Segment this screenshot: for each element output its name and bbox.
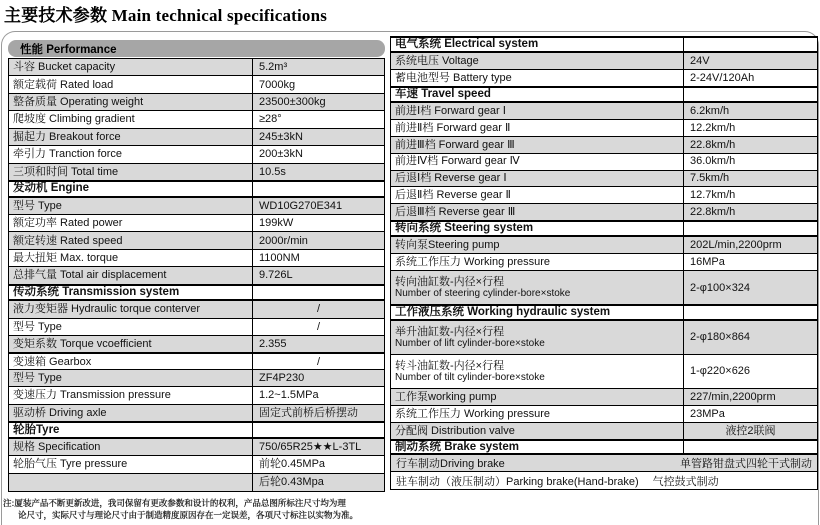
table-row [391, 103, 817, 120]
row-label: 后退Ⅰ档 Reverse gear Ⅰ [391, 171, 684, 187]
table-row [391, 472, 817, 489]
table-row [391, 237, 817, 254]
row-value: 2000r/min [259, 234, 308, 247]
row-value: 前轮0.45MPa [259, 458, 326, 471]
row-label [9, 474, 253, 491]
row-label: 蓄电池型号 Battery type [391, 70, 684, 86]
row-value: 气控鼓式制动 [652, 475, 719, 488]
table-row [9, 94, 384, 111]
row-label: 额定载荷 Rated load [9, 76, 253, 92]
row-value: 22.8km/h [690, 206, 736, 219]
section-title: 工作液压系统 Working hydraulic system [391, 306, 684, 319]
table-row [9, 405, 384, 422]
section-header-row [391, 36, 817, 53]
left-column [8, 40, 385, 492]
row-label: 液力变矩器 Hydraulic torque conterver [9, 301, 253, 317]
row-label: 额定功率 Rated power [9, 215, 253, 231]
footnote [3, 497, 405, 522]
row-value: 2-φ100×324 [690, 281, 751, 294]
row-label: 变速箱 Gearbox [9, 354, 253, 368]
row-label: 工作泵working pump [391, 389, 684, 405]
row-label: 爬坡度 Climbing gradient [9, 111, 253, 127]
row-value: 后轮0.43Mpa [259, 476, 324, 489]
table-row [391, 389, 817, 406]
section-header-row [391, 304, 817, 321]
row-label: 三项和时间 Total time [9, 164, 253, 180]
row-value: 2-φ180×864 [690, 331, 751, 344]
row-label [391, 271, 684, 304]
row-value: 9.726L [259, 269, 293, 282]
empty-cell [253, 286, 384, 299]
row-value: 12.2km/h [690, 121, 736, 134]
empty-cell [684, 306, 817, 319]
table-row [9, 129, 384, 146]
row-value: WD10G270E341 [259, 199, 343, 212]
section-header-row [391, 86, 817, 103]
performance-section-pill: 性能 Performance [8, 40, 385, 57]
section-title: 轮胎Tyre [9, 423, 253, 436]
row-label: 驱动桥 Driving axle [9, 405, 253, 421]
row-value: 5.2m³ [259, 61, 288, 74]
row-value: 固定式前桥后桥摆动 [259, 406, 358, 419]
row-value: 6.2km/h [690, 104, 730, 117]
right-column [390, 36, 818, 490]
row-label-line-1: 转斗油缸数-内径×行程 [395, 359, 505, 372]
row-label: 前进Ⅲ档 Forward gear Ⅲ [391, 137, 684, 153]
row-label: 前进Ⅱ档 Forward gear Ⅱ [391, 120, 684, 136]
section-header-row [9, 180, 384, 197]
row-label: 系统工作压力 Working pressure [391, 254, 684, 270]
row-value: 10.5s [259, 165, 286, 178]
table-row [9, 215, 384, 232]
table-row [9, 267, 384, 284]
table-row [9, 352, 384, 369]
row-value: 227/min,2200prm [690, 390, 776, 403]
row-label: 最大扭矩 Max. torque [9, 250, 253, 266]
section-header-row [391, 220, 817, 237]
section-header-row [391, 439, 817, 456]
row-value: 23500±300kg [259, 96, 326, 109]
table-row [9, 319, 384, 336]
empty-cell [684, 222, 817, 235]
row-value: 7.5km/h [690, 172, 730, 185]
row-value: 23MPa [690, 407, 725, 420]
row-value: 1.2~1.5MPa [259, 389, 319, 402]
table-row [9, 439, 384, 456]
row-value: 16MPa [690, 256, 725, 269]
table-row [391, 321, 817, 355]
row-value: 2.355 [259, 338, 287, 351]
row-value: 199kW [259, 217, 294, 230]
empty-cell [684, 88, 817, 101]
row-label: 分配阀 Distribution valve [391, 423, 684, 439]
row-label: 斗容 Bucket capacity [9, 59, 253, 75]
row-value: 1100NM [259, 251, 300, 264]
row-label-line-2: Number of steering cylinder-bore×stoke [395, 288, 571, 300]
row-label: 型号 Type [9, 370, 253, 386]
row-value: 200±3kN [259, 148, 303, 161]
row-label-line-1: 转向油缸数-内径×行程 [395, 276, 505, 289]
systems-table [390, 36, 818, 490]
row-label [391, 355, 684, 388]
table-row [391, 154, 817, 171]
row-label: 型号 Type [9, 319, 253, 335]
row-value: 1-φ220×626 [690, 365, 751, 378]
row-value: 22.8km/h [690, 138, 736, 151]
section-title: 车速 Travel speed [391, 88, 684, 101]
row-value: 36.0km/h [690, 155, 736, 168]
row-value: 7000kg [259, 78, 296, 91]
table-row [391, 355, 817, 389]
row-label: 变速压力 Transmission pressure [9, 387, 253, 403]
row-label: 掘起力 Breakout force [9, 129, 253, 145]
table-row [391, 120, 817, 137]
row-value: 202L/min,2200prm [690, 239, 782, 252]
table-row [391, 53, 817, 70]
table-row [9, 76, 384, 93]
table-row [9, 250, 384, 267]
row-label: 轮胎气压 Tyre pressure [9, 456, 253, 472]
page-title: 主要技术参数 Main technical specifications [4, 6, 328, 25]
row-value: 24V [690, 54, 710, 67]
row-value: ≥28° [259, 113, 282, 126]
row-label [391, 321, 684, 354]
row-label: 规格 Specification [9, 439, 253, 455]
section-header-row [9, 284, 384, 301]
table-row [391, 455, 817, 472]
section-title: 发动机 Engine [9, 182, 253, 195]
row-label: 牵引力 Tranction force [9, 146, 253, 162]
table-row [9, 474, 384, 491]
row-label-line-2: Number of tilt cylinder-bore×stoke [395, 371, 545, 383]
row-label: 系统电压 Voltage [391, 53, 684, 69]
section-title: 转向系统 Steering system [391, 222, 684, 235]
row-label-line-2: Number of lift cylinder-bore×stoke [395, 337, 545, 349]
row-value: 2-24V/120Ah [690, 71, 755, 84]
row-value: 12.7km/h [690, 189, 736, 202]
table-row [9, 146, 384, 163]
table-row [391, 204, 817, 221]
table-row [9, 301, 384, 318]
table-row [391, 171, 817, 188]
row-value: / [316, 303, 321, 316]
table-row [391, 254, 817, 271]
row-label: 行车制动Driving brake [396, 458, 505, 471]
row-label: 后退Ⅲ档 Reverse gear Ⅲ [391, 204, 684, 220]
row-label: 前进Ⅳ档 Forward gear Ⅳ [391, 154, 684, 170]
table-row [9, 232, 384, 249]
table-row [9, 164, 384, 181]
table-row [391, 137, 817, 154]
table-row [391, 70, 817, 87]
table-row [9, 336, 384, 353]
row-label: 额定转速 Rated speed [9, 232, 253, 248]
row-value: / [316, 355, 321, 368]
row-value: 245±3kN [259, 130, 303, 143]
row-label: 转向泵Steering pump [391, 237, 684, 253]
table-row [9, 198, 384, 215]
table-row [391, 406, 817, 423]
section-title: 电气系统 Electrical system [391, 38, 684, 51]
row-value: ZF4P230 [259, 372, 305, 385]
empty-cell [684, 441, 817, 454]
row-value: / [316, 320, 321, 333]
table-row [9, 370, 384, 387]
table-row [9, 387, 384, 404]
row-value: 液控2联阀 [725, 424, 776, 437]
table-row [391, 187, 817, 204]
table-row [391, 271, 817, 305]
row-value: 单管路钳盘式四轮干式制动 [680, 458, 812, 471]
performance-table [8, 58, 385, 492]
section-header-row [9, 421, 384, 438]
section-title: 传动系统 Transmission system [9, 286, 253, 299]
row-label: 整备质量 Operating weight [9, 94, 253, 110]
row-label: 后退Ⅱ档 Reverse gear Ⅱ [391, 187, 684, 203]
table-row [9, 59, 384, 76]
empty-cell [684, 38, 817, 51]
row-label: 驻车制动（液压制动）Parking brake(Hand-brake) [396, 475, 639, 488]
section-title: 制动系统 Brake system [391, 441, 684, 454]
row-label: 型号 Type [9, 198, 253, 214]
empty-cell [253, 182, 384, 195]
table-row [391, 423, 817, 440]
footnote-line-2: 论尺寸，实际尺寸与理论尺寸由于制造精度原因存在一定误差，各项尺寸标注以实物为准。 [18, 510, 359, 521]
footnote-line-1: 注:厦装产品不断更新改进，我司保留有更改参数和设计的权利，产品总图所标注尺寸均为理 [3, 498, 346, 508]
row-label: 系统工作压力 Working pressure [391, 406, 684, 422]
row-label: 变矩系数 Torque vcoefficient [9, 336, 253, 352]
empty-cell [253, 423, 384, 436]
row-label: 前进Ⅰ档 Forward gear Ⅰ [391, 103, 684, 119]
table-row [9, 111, 384, 128]
table-row [9, 456, 384, 473]
row-label-line-1: 举升油缸数-内径×行程 [395, 325, 505, 338]
row-value: 750/65R25★★L-3TL [259, 440, 362, 453]
row-label: 总排气量 Total air displacement [9, 267, 253, 283]
